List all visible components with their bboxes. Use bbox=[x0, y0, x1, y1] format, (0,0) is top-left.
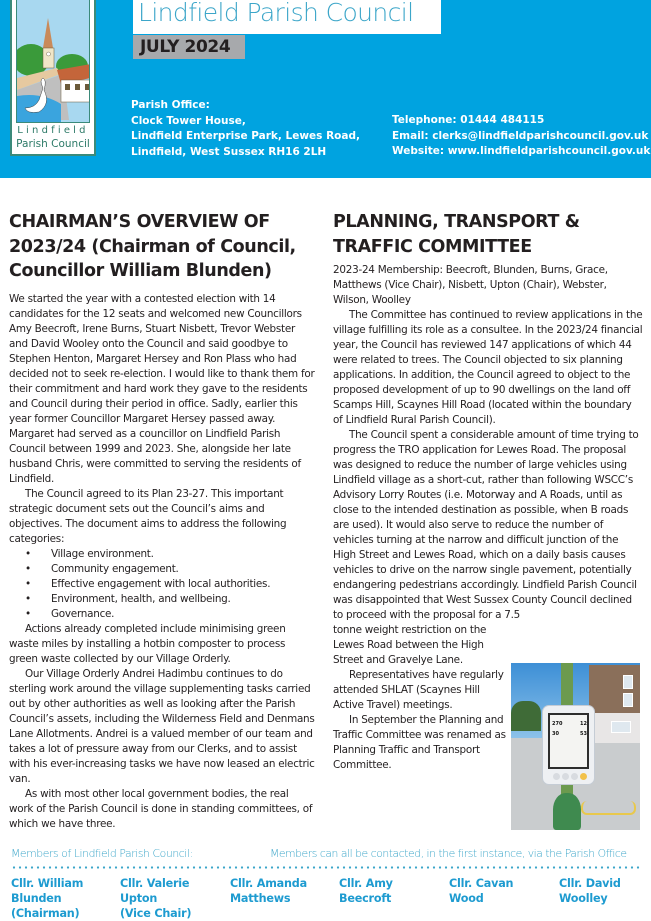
councillor-entry bbox=[339, 876, 444, 906]
office-address-line: Lindfield Enterprise Park, Lewes Road, bbox=[131, 130, 360, 142]
list-item: • Governance. bbox=[9, 607, 315, 622]
bus-stop-display-photo bbox=[511, 663, 640, 830]
issue-date: JULY 2024 bbox=[140, 37, 231, 57]
councillor-entry bbox=[11, 876, 116, 921]
arrival-time: 12 bbox=[580, 721, 587, 727]
logo-text-parish-council: Parish Council bbox=[16, 138, 90, 150]
paragraph: In September the Planning and Traffic Committee was renamed as Planning Traffic and Transport Committee. bbox=[333, 714, 506, 771]
councillor-name-line: Cllr. William bbox=[11, 877, 84, 890]
village-scene-illustration bbox=[16, 0, 90, 123]
councillor-role: (Vice Chair) bbox=[120, 907, 192, 920]
photo-pole-base bbox=[553, 793, 581, 830]
arrival-time: 53 bbox=[580, 731, 587, 737]
councillor-entry bbox=[120, 876, 225, 921]
photo-window bbox=[623, 693, 633, 707]
text-beside-photo bbox=[333, 623, 508, 773]
members-contact-note: Members can all be contacted, in the first instance, via the Parish Office bbox=[270, 847, 627, 860]
paragraph: Representatives have regularly attended SHLAT (Scaynes Hill Active Travel) meetings. bbox=[333, 669, 504, 711]
display-audio-button-icon bbox=[580, 773, 587, 780]
councillor-entry bbox=[230, 876, 335, 906]
photo-trees bbox=[511, 701, 541, 731]
councillor-name-line: Blunden bbox=[11, 892, 62, 905]
paragraph: tonne weight restriction on the Lewes Road between the High Street and Gravelye Lane. bbox=[333, 624, 487, 666]
email-link[interactable]: Email: clerks@lindfieldparishcouncil.gov.uk bbox=[392, 129, 649, 142]
planning-committee-heading: PLANNING, TRANSPORT & TRAFFIC COMMITTEE bbox=[333, 212, 580, 257]
newsletter-header bbox=[0, 0, 651, 178]
route-number: 30 bbox=[552, 731, 559, 737]
paragraph: The Committee has continued to review applications in the village fulfilling its role as a consultee. In the 2023/24 financial year, the Council has reviewed 147 applications of which 44 were related to trees. The Council objected to six planning applications. In addition, the Council agreed to object to the proposed development of up to 90 dwellings on the land off Scamps Hill, Scaynes Hill Road (located within the boundary of Lindfield Rural Parish Council). bbox=[333, 309, 643, 426]
membership-line: 2023-24 Membership: Beecroft, Blunden, Burns, Grace, Matthews (Vice Chair), Nisbett, Upton (Chair), Webster, Wilson, Woolley bbox=[333, 264, 608, 306]
display-button-icon bbox=[553, 773, 560, 780]
councillor-name-line: Wood bbox=[449, 892, 484, 905]
chairman-overview-heading: CHAIRMAN’S OVERVIEW OF 2023/24 (Chairman of Council, Councillor William Blunden) bbox=[9, 212, 296, 281]
councillor-name-line: Beecroft bbox=[339, 892, 392, 905]
plan-categories-list bbox=[9, 547, 315, 622]
contact-details bbox=[392, 113, 650, 160]
chairman-overview-body bbox=[9, 292, 315, 832]
logo-text-lindfield: Lindfield bbox=[17, 125, 89, 136]
paragraph: The Council agreed to its Plan 23-27. This important strategic document sets out the Council’s aims and objectives. The document aims to address the following categories: bbox=[9, 487, 287, 545]
photo-display-screen bbox=[548, 713, 589, 769]
councillor-entry bbox=[449, 876, 554, 906]
council-logo bbox=[10, 0, 96, 156]
councillor-name-line: Cllr. Cavan bbox=[449, 877, 514, 890]
paragraph: We started the year with a contested election with 14 candidates for the 12 seats and welcomed new Councillors Amy Beecroft, Irene Burns, Stuart Nisbett, Trevor Webster and David Wooley onto the Council and said goodbye to Stephen Henton, Margaret Hersey and Ron Plass who had decided not to seek re-election. I would like to thank them for their commitment and hard work they gave to the residents and Council during their period in office. Sadly, earlier this year former Councillor Margaret Hersey passed away. Margaret had served as a councillor on Lindfield Parish Council between 1999 and 2023. She, alongside her late husband Chris, were committed to serving the residents of Lindfield. bbox=[9, 292, 315, 485]
paragraph: The Council spent a considerable amount of time trying to progress the TRO application for Lewes Road. The proposal was designed to reduce the number of large vehicles using Lindfield village as a short-cut, rather than following WSCC’s Advisory Lorry Routes (i.e. Motorway and A Roads, until as close to the intended destination as possible, when B roads are used). It would also serve to reduce the number of vehicles turning at the narrow and difficult junction of the High Street and Lewes Road, which on a daily basis causes vehicles to drive on the narrow single pavement, potentially endangering pedestrians accordingly. Lindfield Parish Council was disappointed that West Sussex County Council declined to proceed with the proposal for a 7.5 bbox=[333, 429, 639, 621]
telephone: Telephone: 01444 484115 bbox=[392, 114, 545, 126]
councillor-name-line: Cllr. David bbox=[559, 877, 621, 890]
councillor-role: (Chairman) bbox=[11, 907, 80, 920]
paragraph: Our Village Orderly Andrei Hadimbu continues to do sterling work around the village supplementing tasks carried out by other authorities as well as looking after the Parish Council’s assets, including the Wilderness Field and Denmans Lane Allotments. Andrei is a valued member of our team and takes a lot of pressure away from our Clerks, and to assist with his ever-increasing tasks we have now leased an electric van. bbox=[9, 667, 315, 785]
display-row bbox=[552, 731, 587, 738]
church-swan-illustration-icon bbox=[17, 0, 90, 123]
photo-road-markings bbox=[581, 801, 636, 815]
list-item: • Effective engagement with local authorities. bbox=[9, 577, 315, 592]
display-button-icon bbox=[562, 773, 569, 780]
list-item: • Village environment. bbox=[9, 547, 315, 562]
councillor-entry bbox=[559, 876, 649, 906]
list-item: • Community engagement. bbox=[9, 562, 315, 577]
dotted-divider bbox=[11, 866, 641, 869]
display-button-icon bbox=[571, 773, 578, 780]
councillor-name-line: Matthews bbox=[230, 892, 291, 905]
display-row bbox=[552, 721, 587, 728]
website-link[interactable]: Website: www.lindfieldparishcouncil.gov.uk bbox=[392, 145, 651, 157]
paragraph: As with most other local government bodies, the real work of the Parish Council is done in standing committees, of which we have three. bbox=[9, 787, 313, 830]
photo-window bbox=[623, 675, 633, 689]
list-item: • Environment, health, and wellbeing. bbox=[9, 592, 315, 607]
councillor-name-line: Cllr. Valerie bbox=[120, 877, 190, 890]
parish-office-address bbox=[131, 98, 360, 160]
councillor-name-line: Cllr. Amy bbox=[339, 877, 393, 890]
route-number: 270 bbox=[552, 721, 563, 727]
newsletter-title: Lindfield Parish Council bbox=[138, 0, 414, 27]
photo-window bbox=[611, 721, 631, 733]
councillor-name-line: Woolley bbox=[559, 892, 608, 905]
councillor-name-line: Upton bbox=[120, 892, 158, 905]
office-address-line: Clock Tower House, bbox=[131, 114, 246, 127]
councillor-name-line: Cllr. Amanda bbox=[230, 877, 307, 890]
chairman-overview-section bbox=[9, 210, 315, 832]
members-label: Members of Lindfield Parish Council: bbox=[11, 847, 193, 860]
office-address-line: Lindfield, West Sussex RH16 2LH bbox=[131, 145, 327, 158]
paragraph: Actions already completed include minimising green waste miles by installing a hotbin composter to process green waste collected by our Village Orderly. bbox=[9, 622, 286, 665]
office-label: Parish Office: bbox=[131, 99, 210, 111]
